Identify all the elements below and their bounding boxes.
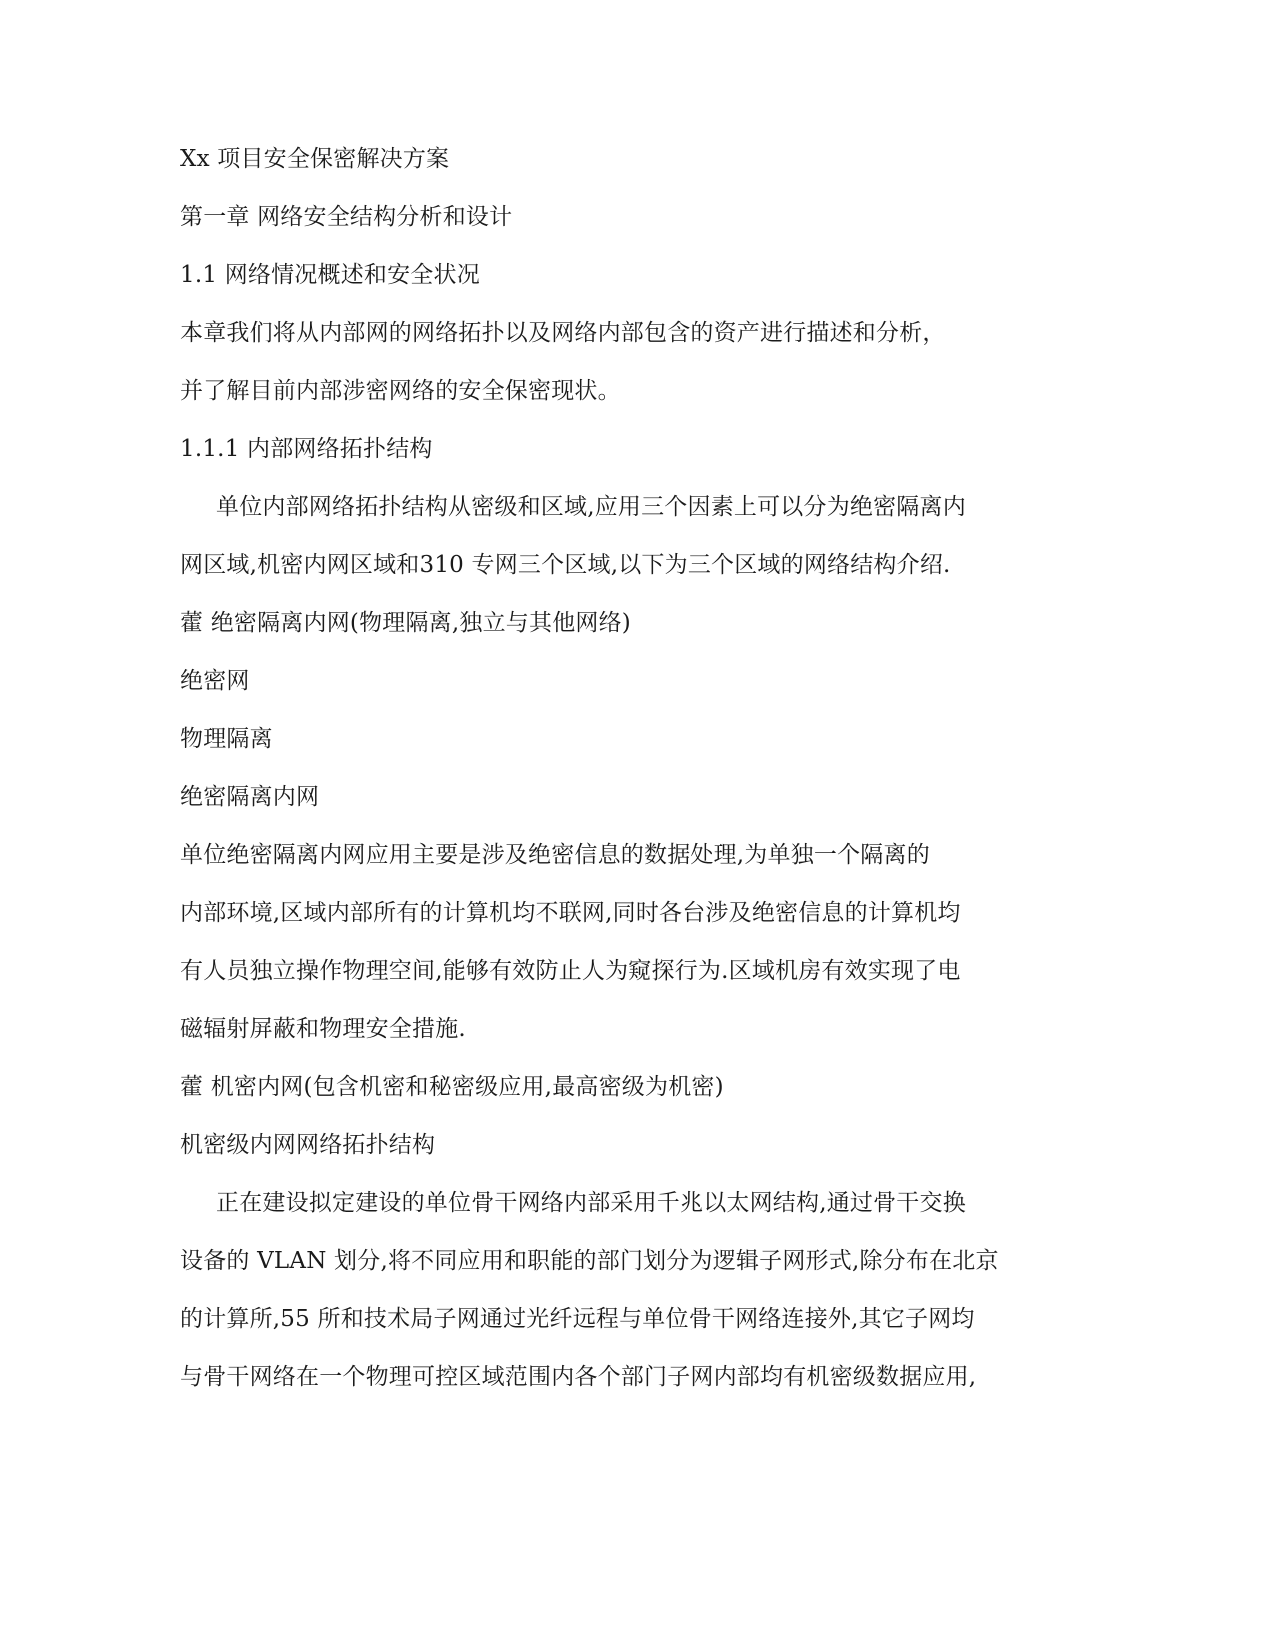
paragraph-3-line-1: 正在建设拟定建设的单位骨干网络内部采用千兆以太网结构,通过骨干交换 [216, 1190, 966, 1216]
paragraph-3-line-4: 与骨干网络在一个物理可控区域范围内各个部门子网内部均有机密级数据应用, [180, 1364, 977, 1390]
intro-line-1: 本章我们将从内部网的网络拓扑以及网络内部包含的资产进行描述和分析， [180, 320, 946, 346]
label-top-secret-isolated: 绝密隔离内网 [180, 784, 320, 810]
paragraph-3-line-3: 的计算所,55 所和技术局子网通过光纤远程与单位骨干网络连接外,其它子网均 [180, 1306, 975, 1332]
paragraph-3-line-2: 设备的 VLAN 划分,将不同应用和职能的部门划分为逻辑子网形式,除分布在北京 [180, 1248, 999, 1274]
section-heading-1-1: 1.1 网络情况概述和安全状况 [180, 262, 480, 288]
item-1-heading: 藿 绝密隔离内网(物理隔离,独立与其他网络) [180, 610, 631, 636]
paragraph-2-line-1: 单位绝密隔离内网应用主要是涉及绝密信息的数据处理,为单独一个隔离的 [180, 842, 930, 868]
label-secret-topology: 机密级内网网络拓扑结构 [180, 1132, 436, 1158]
paragraph-1-line-1: 单位内部网络拓扑结构从密级和区域,应用三个因素上可以分为绝密隔离内 [216, 494, 966, 520]
paragraph-2-line-3: 有人员独立操作物理空间,能够有效防止人为窥探行为.区域机房有效实现了电 [180, 958, 961, 984]
label-top-secret-net: 绝密网 [180, 668, 250, 694]
section-heading-1-1-1: 1.1.1 内部网络拓扑结构 [180, 436, 433, 462]
document-title: Xx 项目安全保密解决方案 [180, 146, 450, 172]
item-2-heading: 藿 机密内网(包含机密和秘密级应用,最高密级为机密) [180, 1074, 724, 1100]
chapter-heading: 第一章 网络安全结构分析和设计 [180, 204, 513, 230]
paragraph-2-line-2: 内部环境,区域内部所有的计算机均不联网,同时各台涉及绝密信息的计算机均 [180, 900, 961, 926]
label-physical-isolation: 物理隔离 [180, 726, 273, 752]
intro-line-2: 并了解目前内部涉密网络的安全保密现状。 [180, 378, 621, 404]
paragraph-2-line-4: 磁辐射屏蔽和物理安全措施. [180, 1016, 466, 1042]
paragraph-1-line-2: 网区域,机密内网区域和310 专网三个区域,以下为三个区域的网络结构介绍. [180, 552, 951, 578]
